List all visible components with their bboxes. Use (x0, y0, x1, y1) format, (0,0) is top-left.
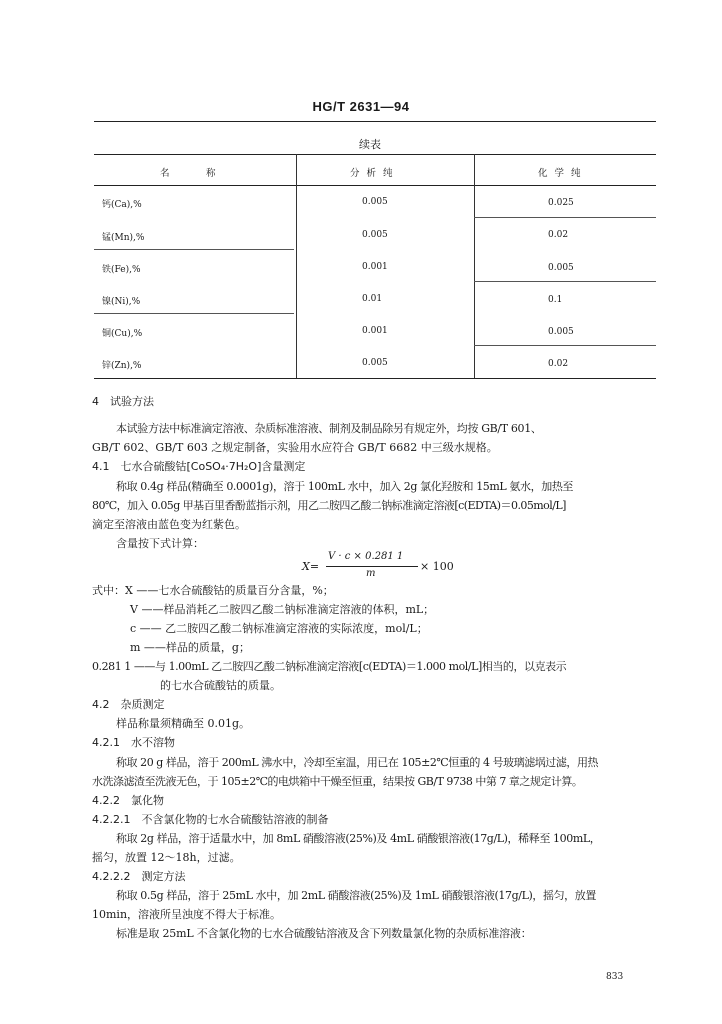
formula-fraction-bar (326, 566, 418, 567)
section-4-2-title: 4.2 杂质测定 (92, 698, 165, 711)
table-bottom-rule (94, 378, 656, 379)
table-cell-cp: 0.005 (548, 327, 574, 337)
table-header-ar: 分 析 纯 (350, 168, 395, 179)
page-number: 833 (606, 972, 624, 982)
table-cell-cp: 0.005 (548, 263, 574, 273)
paragraph-line: 标准是取 25mL 不含氯化物的七水合硫酸钴溶液及含下列数量氯化物的杂质标准溶液： (116, 927, 532, 940)
paragraph-line: 含量按下式计算： (116, 537, 204, 550)
formula-numerator: V · c × 0.281 1 (328, 551, 404, 562)
table-cell-ar: 0.005 (362, 197, 388, 207)
formula-denominator: m (366, 568, 376, 579)
section-4-2-2-title: 4.2.2 氯化物 (92, 794, 164, 807)
paragraph-line: 滴定至溶液由蓝色变为红紫色。 (92, 518, 246, 531)
where-clause: c —— 乙二胺四乙酸二钠标准滴定溶液的实际浓度，mol/L； (130, 622, 428, 635)
table-cell-ar: 0.005 (362, 230, 388, 240)
where-clause: 式中：X ——七水合硫酸钴的质量百分含量，%； (92, 584, 334, 597)
row-separator (94, 249, 294, 250)
table-caption: 续表 (359, 138, 381, 151)
paragraph-line: 称取 2g 样品，溶于适量水中，加 8mL 硝酸溶液(25%)及 4mL 硝酸银溶液(17g/L)，稀释至 100mL， (116, 832, 601, 845)
section-4-2-2-2-title: 4.2.2.2 测定方法 (92, 870, 186, 883)
table-cell-name: 镍(Ni),% (102, 297, 141, 307)
row-separator (474, 217, 656, 218)
formula-lhs: X= (302, 560, 320, 573)
paragraph-line: 本试验方法中标准滴定溶液、杂质标准溶液、制剂及制品除另有规定外，均按 GB/T 601、 (116, 422, 542, 435)
formula-rhs: × 100 (420, 560, 454, 573)
table-cell-name: 钙(Ca),% (102, 200, 142, 210)
table-cell-cp: 0.1 (548, 295, 563, 305)
standard-code: HG/T 2631—94 (312, 99, 410, 114)
section-4-2-1-title: 4.2.1 水不溶物 (92, 736, 175, 749)
paragraph-line: 10min，溶液所呈浊度不得大于标准。 (92, 908, 282, 921)
paragraph-line: 称取 0.4g 样品(精确至 0.0001g)，溶于 100mL 水中，加入 2g 氯化羟胺和 15mL 氨水，加热至 (116, 480, 574, 493)
paragraph-line: 80℃，加入 0.05g 甲基百里香酚蓝指示剂，用乙二胺四乙酸二钠标准滴定溶液[c(EDTA)＝0.05mol/L] (92, 499, 566, 512)
section-4-title: 4 试验方法 (92, 395, 154, 408)
header-rule (94, 121, 656, 122)
table-cell-ar: 0.005 (362, 358, 388, 368)
section-4-2-2-1-title: 4.2.2.1 不含氯化物的七水合硫酸钴溶液的制备 (92, 813, 329, 826)
table-top-rule (94, 154, 656, 155)
table-cell-cp: 0.025 (548, 198, 574, 208)
table-cell-cp: 0.02 (548, 359, 569, 369)
paragraph-line: 水洗涤滤渣至洗液无色，于 105±2℃的电烘箱中干燥至恒重，结果按 GB/T 9738 中第 7 章之规定计算。 (92, 775, 583, 788)
table-cell-name: 铜(Cu),% (102, 329, 143, 339)
where-clause: 的七水合硫酸钴的质量。 (160, 679, 281, 692)
where-clause: V ——样品消耗乙二胺四乙酸二钠标准滴定溶液的体积，mL； (130, 603, 435, 616)
table-header-rule (94, 185, 656, 186)
where-clause: 0.281 1 ——与 1.00mL 乙二胺四乙酸二钠标准滴定溶液[c(EDTA)＝1.000 mol/L]相当的，以克表示 (92, 660, 567, 673)
table-cell-ar: 0.001 (362, 262, 388, 272)
table-cell-name: 锰(Mn),% (102, 233, 145, 243)
section-4-1-title: 4.1 七水合硫酸钴[CoSO₄·7H₂O]含量测定 (92, 460, 306, 473)
table-cell-ar: 0.01 (362, 294, 383, 304)
row-separator (94, 313, 294, 314)
table-header-name: 名 称 (160, 168, 218, 179)
table-cell-cp: 0.02 (548, 230, 569, 240)
paragraph-line: GB/T 602、GB/T 603 之规定制备，实验用水应符合 GB/T 6682 中三级水规格。 (92, 441, 498, 454)
row-separator (474, 281, 656, 282)
paragraph-line: 摇匀，放置 12～18h，过滤。 (92, 851, 241, 864)
table-header-cp: 化 学 纯 (538, 168, 583, 179)
table-cell-ar: 0.001 (362, 326, 388, 336)
row-separator (474, 345, 656, 346)
table-cell-name: 铁(Fe),% (102, 265, 141, 275)
where-clause: m ——样品的质量，g； (130, 641, 250, 654)
paragraph-line: 样品称量须精确至 0.01g。 (116, 717, 251, 730)
table-col-divider (296, 154, 297, 378)
paragraph-line: 称取 20 g 样品，溶于 200mL 沸水中，冷却至室温，用已在 105±2℃恒重的 4 号玻璃滤埚过滤，用热 (116, 756, 599, 769)
paragraph-line: 称取 0.5g 样品，溶于 25mL 水中，加 2mL 硝酸溶液(25%)及 1mL 硝酸银溶液(17g/L)，摇匀，放置 (116, 889, 596, 902)
table-cell-name: 锌(Zn),% (102, 361, 142, 371)
